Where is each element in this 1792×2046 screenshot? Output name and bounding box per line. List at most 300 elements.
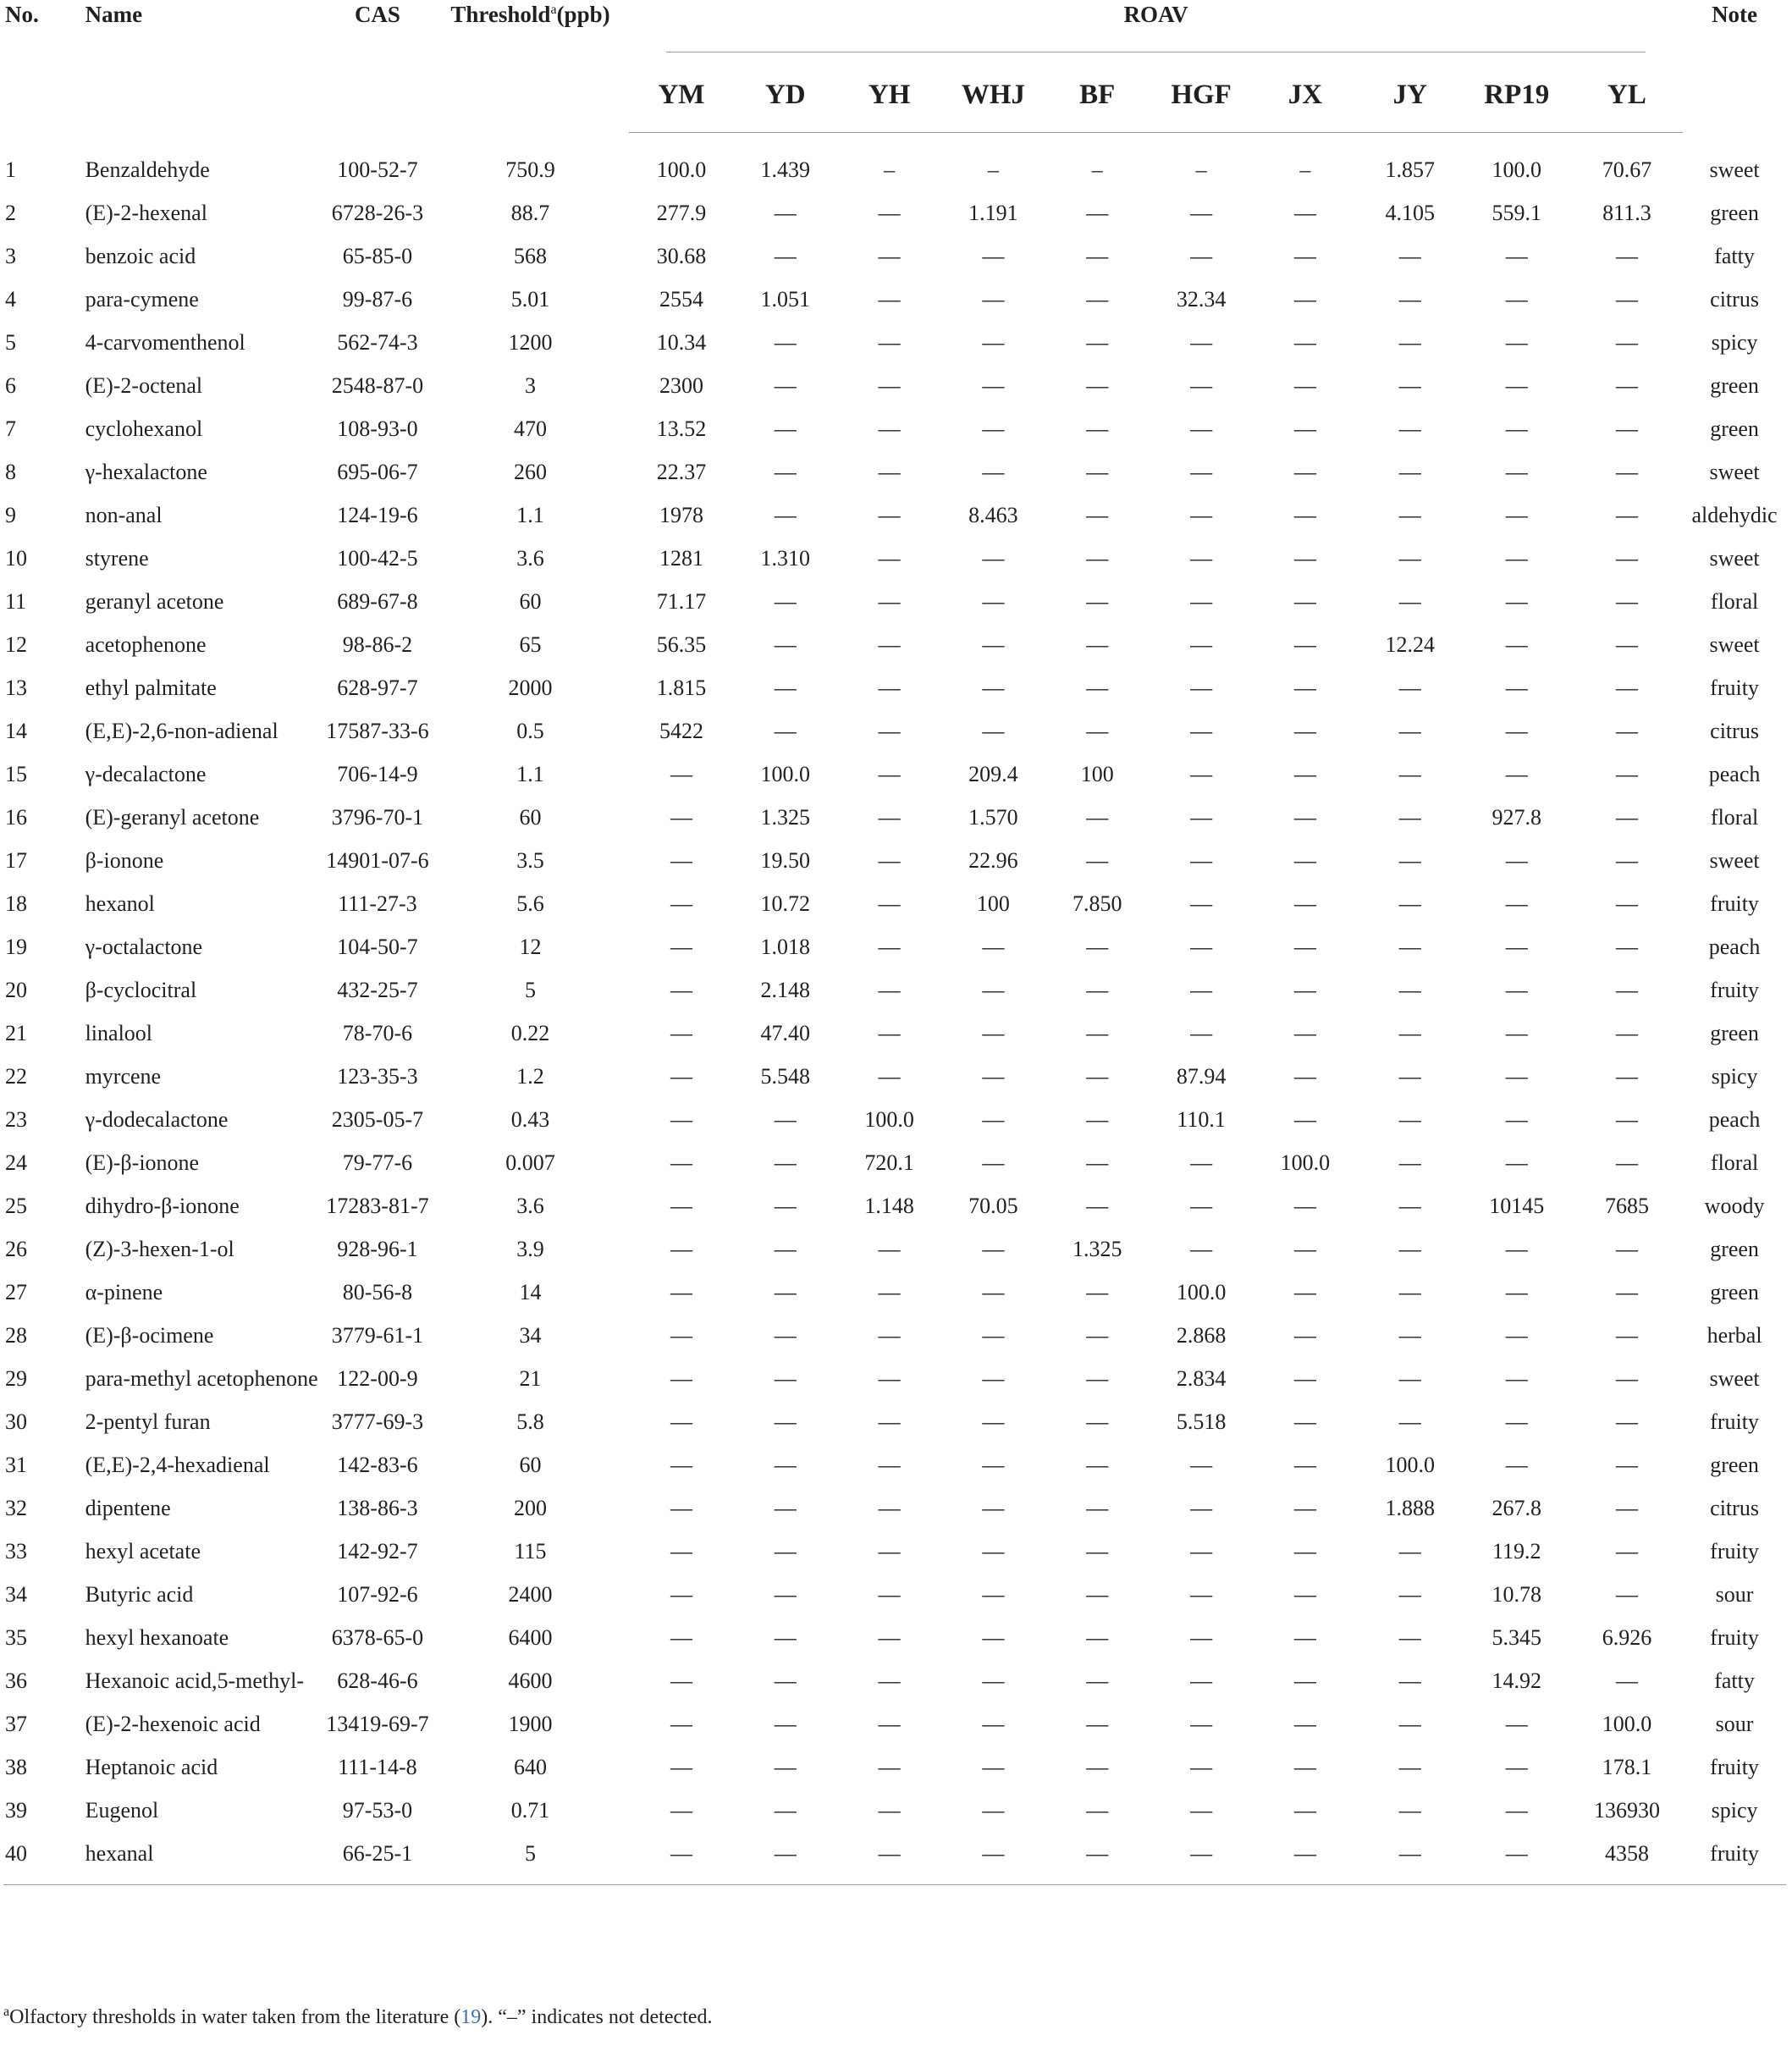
table-row [3, 1352, 1786, 1395]
cell-name: Heptanoic acid [85, 1755, 218, 1779]
cell-threshold: 640 [514, 1755, 547, 1779]
cell-roav-jy: — [1398, 589, 1421, 614]
cell-cas: 628-46-6 [337, 1668, 418, 1693]
cell-roav-hgf: — [1190, 1496, 1213, 1520]
cell-name: (Z)-3-hexen-1-ol [85, 1237, 234, 1261]
cell-name: benzoic acid [85, 244, 196, 268]
cell-roav-yd: — [774, 1107, 797, 1132]
cell-roav-yl: — [1615, 416, 1638, 441]
cell-roav-bf: — [1086, 719, 1109, 743]
cell-name: hexyl hexanoate [85, 1625, 229, 1650]
cell-roav-jx: — [1293, 1712, 1316, 1736]
cell-note: floral [1710, 1150, 1759, 1175]
table-row [3, 1481, 1786, 1525]
header-sample-jx: JX [1253, 52, 1358, 133]
cell-threshold: 568 [514, 244, 547, 268]
cell-cas: 80-56-8 [342, 1280, 413, 1304]
cell-roav-ym: — [670, 1625, 692, 1650]
cell-roav-yd: — [774, 1323, 797, 1348]
cell-roav-jy: — [1398, 1712, 1421, 1736]
cell-roav-yl: — [1615, 1453, 1638, 1477]
table-row [3, 747, 1786, 791]
cell-roav-bf: — [1086, 1712, 1109, 1736]
cell-no: 1 [5, 157, 16, 182]
cell-roav-yd: 1.051 [760, 287, 811, 312]
cell-roav-rp19: 119.2 [1491, 1539, 1541, 1563]
cell-threshold: 3.5 [516, 848, 544, 873]
cell-roav-bf: — [1086, 978, 1109, 1002]
cell-no: 38 [5, 1755, 27, 1779]
cell-roav-jy: — [1398, 719, 1421, 743]
cell-roav-rp19: — [1505, 1280, 1528, 1304]
cell-roav-jy: — [1398, 1280, 1421, 1304]
cell-note: green [1710, 1021, 1759, 1045]
cell-cas: 3777-69-3 [331, 1409, 424, 1434]
cell-no: 33 [5, 1539, 27, 1563]
cell-roav-yl: — [1615, 330, 1638, 355]
cell-roav-yh: — [878, 244, 901, 268]
cell-note: aldehydic [1691, 503, 1778, 527]
cell-cas: 98-86-2 [342, 632, 413, 657]
cell-roav-hgf: 87.94 [1176, 1064, 1227, 1089]
cell-name: linalool [85, 1021, 153, 1045]
table-row [3, 273, 1786, 316]
cell-note: sweet [1709, 848, 1760, 873]
cell-name: dihydro-β-ionone [85, 1194, 240, 1218]
cell-roav-yh: — [878, 1625, 901, 1650]
cell-roav-yd: 1.439 [760, 157, 811, 182]
cell-cas: 104-50-7 [337, 935, 418, 959]
cell-threshold: 260 [514, 460, 547, 484]
cell-no: 36 [5, 1668, 27, 1693]
cell-roav-whj: — [982, 1237, 1005, 1261]
cell-no: 27 [5, 1280, 27, 1304]
cell-roav-ym: — [670, 1194, 692, 1218]
cell-roav-jx: — [1293, 1625, 1316, 1650]
cell-threshold: 5.6 [516, 891, 544, 916]
cell-roav-yl: — [1615, 1280, 1638, 1304]
cell-roav-jy: — [1398, 416, 1421, 441]
cell-roav-yl: 70.67 [1602, 157, 1652, 182]
cell-cas: 928-96-1 [337, 1237, 418, 1261]
cell-roav-jy: — [1398, 1668, 1421, 1693]
cell-roav-yd: — [774, 1539, 797, 1563]
cell-name: α-pinene [85, 1280, 163, 1304]
cell-name: 4-carvomenthenol [85, 330, 245, 355]
cell-roav-jx: — [1293, 632, 1316, 657]
cell-roav-yh: — [878, 978, 901, 1002]
cell-roav-yl: — [1615, 719, 1638, 743]
cell-no: 25 [5, 1194, 27, 1218]
cell-roav-whj: 100 [976, 891, 1010, 916]
table-row [3, 1395, 1786, 1438]
cell-roav-jx: — [1293, 1107, 1316, 1132]
cell-roav-jx: — [1293, 1409, 1316, 1434]
cell-roav-yh: — [878, 1755, 901, 1779]
cell-note: fruity [1710, 1625, 1759, 1650]
cell-roav-bf: 7.850 [1072, 891, 1122, 916]
cell-name: (E)-β-ionone [85, 1150, 200, 1175]
cell-roav-yd: 2.148 [760, 978, 811, 1002]
cell-roav-rp19: — [1505, 935, 1528, 959]
cell-cas: 13419-69-7 [326, 1712, 429, 1736]
cell-name: geranyl acetone [85, 589, 224, 614]
cell-roav-yh: — [878, 373, 901, 398]
cell-roav-yd: — [774, 1237, 797, 1261]
cell-cas: 3796-70-1 [331, 805, 424, 830]
cell-roav-yd: — [774, 330, 797, 355]
cell-roav-bf: — [1086, 1150, 1109, 1175]
cell-no: 7 [5, 416, 16, 441]
cell-roav-yd: — [774, 1496, 797, 1520]
cell-roav-jy: — [1398, 762, 1421, 786]
cell-roav-rp19: — [1505, 330, 1528, 355]
cell-roav-whj: 8.463 [968, 503, 1018, 527]
cell-roav-rp19: — [1505, 1064, 1528, 1089]
cell-roav-jx: — [1293, 244, 1316, 268]
cell-no: 30 [5, 1409, 27, 1434]
cell-roav-yh: — [878, 287, 901, 312]
cell-roav-jx: — [1293, 848, 1316, 873]
table-row [3, 963, 1786, 1006]
cell-name: Butyric acid [85, 1582, 194, 1607]
cell-note: sweet [1709, 157, 1760, 182]
header-roav: ROAV [629, 0, 1683, 52]
cell-roav-yh: — [878, 546, 901, 571]
cell-name: hexanal [85, 1827, 323, 1885]
cell-roav-jy: — [1398, 935, 1421, 959]
cell-roav-hgf: — [1190, 1668, 1213, 1693]
cell-roav-bf: — [1086, 935, 1109, 959]
cell-roav-hgf: — [1190, 330, 1213, 355]
cell-roav-jx: — [1293, 546, 1316, 571]
cell-roav-jx: – [1299, 157, 1311, 182]
cell-roav-jx: — [1293, 1237, 1316, 1261]
cell-note: fruity [1683, 1827, 1786, 1885]
cell-roav-bf: — [1086, 503, 1109, 527]
cell-roav-yl: — [1615, 935, 1638, 959]
cell-roav-yd: — [774, 244, 797, 268]
cell-roav-jx: — [1293, 1668, 1316, 1693]
cell-roav-jx: — [1293, 1496, 1316, 1520]
cell-roav-hgf: — [1190, 1755, 1213, 1779]
cell-note: sour [1715, 1712, 1754, 1736]
cell-roav-rp19: — [1505, 1798, 1528, 1823]
cell-name: hexanol [85, 891, 155, 916]
cell-roav-yd: 47.40 [760, 1021, 811, 1045]
cell-name: γ-octalactone [85, 935, 203, 959]
cell-note: spicy [1711, 1064, 1758, 1089]
cell-roav-rp19: — [1505, 1366, 1528, 1391]
cell-roav-yl: 7685 [1604, 1194, 1649, 1218]
cell-cas: 100-52-7 [337, 157, 418, 182]
cell-roav-yd: — [774, 1798, 797, 1823]
cell-cas: 14901-07-6 [326, 848, 429, 873]
cell-roav-whj: — [982, 1798, 1005, 1823]
cell-note: green [1710, 1237, 1759, 1261]
cell-roav-jx: — [1293, 330, 1316, 355]
cell-roav-whj: 22.96 [968, 848, 1018, 873]
cell-roav-yl: 811.3 [1602, 201, 1651, 225]
cell-threshold: 14 [519, 1280, 542, 1304]
cell-note: fruity [1710, 1755, 1759, 1779]
cell-roav-hgf: — [1190, 848, 1213, 873]
cell-roav-jy: 1.857 [1385, 157, 1436, 182]
cell-roav-whj: 1.570 [968, 805, 1018, 830]
cell-roav-rp19: 10.78 [1491, 1582, 1541, 1607]
cell-roav-jx: — [1293, 935, 1316, 959]
cell-roav-whj: — [982, 546, 1005, 571]
cell-name: (E)-2-hexenoic acid [85, 1712, 261, 1736]
cell-no: 28 [5, 1323, 27, 1348]
cell-roav-jy: — [1398, 1625, 1421, 1650]
cell-roav-yl: 178.1 [1602, 1755, 1652, 1779]
cell-roav-yd: — [774, 1582, 797, 1607]
cell-note: green [1710, 201, 1759, 225]
cell-roav-jx: — [1293, 1194, 1316, 1218]
table-row [3, 1093, 1786, 1136]
cell-roav-whj: — [982, 1712, 1005, 1736]
cell-roav-jx: — [1293, 287, 1316, 312]
threshold-footnote-marker: a [550, 3, 557, 17]
cell-roav-jx: — [1293, 1366, 1316, 1391]
cell-cas: 111-27-3 [338, 891, 417, 916]
cell-roav-ym: — [670, 1539, 692, 1563]
cell-roav-rp19: 5.345 [1491, 1625, 1541, 1650]
cell-roav-yl: — [1615, 1582, 1638, 1607]
cell-roav-yd: — [774, 1668, 797, 1693]
cell-threshold: 1.1 [516, 762, 544, 786]
cell-note: floral [1710, 589, 1759, 614]
cell-roav-bf: — [1086, 1021, 1109, 1045]
cell-roav-rp19: — [1505, 1755, 1528, 1779]
cell-roav-yd: — [774, 1150, 797, 1175]
cell-roav-bf: — [1086, 1453, 1109, 1477]
table-row [3, 133, 1786, 187]
cell-roav-yd: 1.310 [760, 546, 811, 571]
cell-cas: 17283-81-7 [326, 1194, 429, 1218]
cell-roav-jx: — [1293, 1582, 1316, 1607]
cell-roav-yl: — [1615, 503, 1638, 527]
cell-roav-rp19: — [1505, 1323, 1528, 1348]
cell-roav-ym: — [670, 1280, 692, 1304]
cell-name: cyclohexanol [85, 416, 203, 441]
cell-roav-yl: — [1615, 1150, 1638, 1175]
cell-threshold: 5.8 [516, 1409, 544, 1434]
cell-roav-yd: 5.548 [760, 1064, 811, 1089]
cell-roav-ym: 1978 [659, 503, 703, 527]
cell-threshold: 470 [514, 416, 547, 441]
cell-threshold: 0.5 [516, 719, 544, 743]
cell-name: para-methyl acetophenone [85, 1366, 318, 1391]
cell-roav-jy: — [1398, 1798, 1421, 1823]
cell-roav-bf: — [1086, 676, 1109, 700]
cell-roav-yd: — [774, 503, 797, 527]
cell-no: 9 [5, 503, 16, 527]
cell-roav-ym: — [670, 978, 692, 1002]
cell-roav-whj: — [982, 1582, 1005, 1607]
cell-roav-hgf: 110.1 [1177, 1107, 1226, 1132]
cell-roav-hgf: — [1190, 978, 1213, 1002]
cell-roav-jy: 1.888 [1385, 1496, 1436, 1520]
cell-threshold: 34 [519, 1323, 542, 1348]
cell-roav-hgf: — [1190, 503, 1213, 527]
cell-note: peach [1708, 1107, 1761, 1132]
cell-roav-jy: — [1398, 1194, 1421, 1218]
cell-roav-ym: 1.815 [656, 676, 707, 700]
cell-roav-jx: — [1293, 978, 1316, 1002]
cell-roav-yl: 4358 [1571, 1827, 1683, 1885]
cell-threshold: 60 [519, 1453, 542, 1477]
cell-no: 31 [5, 1453, 27, 1477]
cell-roav-jx: — [1293, 805, 1316, 830]
cell-roav-bf: — [1086, 1625, 1109, 1650]
cell-name: hexyl acetate [85, 1539, 201, 1563]
cell-threshold: 2400 [508, 1582, 553, 1607]
cell-threshold: 200 [514, 1496, 547, 1520]
cell-roav-bf: — [1086, 244, 1109, 268]
cell-roav-yd: — [734, 1827, 837, 1885]
cell-roav-whj: — [982, 373, 1005, 398]
cell-threshold: 1200 [508, 330, 553, 355]
cell-roav-jx: — [1293, 460, 1316, 484]
cell-note: fruity [1710, 978, 1759, 1002]
cell-roav-jx: — [1293, 1453, 1316, 1477]
cell-roav-yd: — [774, 1194, 797, 1218]
cell-roav-rp19: 559.1 [1491, 201, 1541, 225]
cell-note: woody [1704, 1194, 1765, 1218]
cell-roav-yh: — [878, 201, 901, 225]
cell-roav-rp19: 10145 [1489, 1194, 1545, 1218]
cell-roav-yh: — [878, 330, 901, 355]
table-row [3, 1784, 1786, 1827]
cell-roav-jx: — [1293, 589, 1316, 614]
cell-roav-yh: 1.148 [864, 1194, 914, 1218]
cell-roav-jy: 12.24 [1385, 632, 1436, 657]
cell-roav-jy: — [1358, 1827, 1463, 1885]
cell-roav-yh: — [878, 460, 901, 484]
cell-roav-hgf: — [1190, 676, 1213, 700]
cell-roav-hgf: — [1190, 546, 1213, 571]
cell-note: citrus [1710, 1496, 1759, 1520]
cell-name: (E,E)-2,6-non-adienal [85, 719, 278, 743]
cell-name: (E)-geranyl acetone [85, 805, 260, 830]
cell-roav-yd: — [774, 1453, 797, 1477]
cell-roav-ym: 22.37 [656, 460, 707, 484]
cell-note: citrus [1710, 287, 1759, 312]
cell-name: non-anal [85, 503, 163, 527]
cell-roav-yd: 100.0 [760, 762, 811, 786]
cell-roav-yd: 1.018 [760, 935, 811, 959]
cell-roav-yh: — [878, 891, 901, 916]
cell-roav-rp19: — [1505, 848, 1528, 873]
cell-roav-yl: 100.0 [1602, 1712, 1652, 1736]
cell-roav-jy: — [1398, 1150, 1421, 1175]
cell-roav-yd: — [774, 460, 797, 484]
table-row [3, 1654, 1786, 1697]
cell-roav-rp19: — [1505, 416, 1528, 441]
cell-roav-ym: — [670, 1496, 692, 1520]
cell-roav-whj: — [982, 1150, 1005, 1175]
cell-roav-jy: — [1398, 1021, 1421, 1045]
cell-roav-hgf: – [1195, 157, 1207, 182]
table-row [3, 618, 1786, 661]
cell-roav-whj: — [982, 330, 1005, 355]
cell-cas: 432-25-7 [337, 978, 418, 1002]
cell-roav-hgf: — [1190, 1798, 1213, 1823]
cell-roav-hgf: 32.34 [1176, 287, 1227, 312]
table-body [3, 133, 1786, 1885]
cell-roav-hgf: — [1190, 589, 1213, 614]
cell-threshold: 12 [519, 935, 542, 959]
cell-no: 21 [5, 1021, 27, 1045]
table-row [3, 186, 1786, 229]
cell-roav-rp19: 267.8 [1491, 1496, 1541, 1520]
cell-no: 20 [5, 978, 27, 1002]
cell-roav-whj: — [942, 1827, 1045, 1885]
cell-roav-whj: — [982, 416, 1005, 441]
cell-roav-yl: — [1615, 632, 1638, 657]
cell-roav-jy: — [1398, 546, 1421, 571]
cell-note: fatty [1714, 244, 1755, 268]
cell-roav-jx: 100.0 [1280, 1150, 1331, 1175]
header-sample-yh: YH [837, 52, 942, 133]
cell-roav-rp19: — [1505, 632, 1528, 657]
cell-roav-yh: — [878, 1582, 901, 1607]
cell-roav-yl: — [1615, 978, 1638, 1002]
roav-table [3, 0, 1786, 1885]
cell-roav-ym: 71.17 [656, 589, 707, 614]
cell-roav-yd: — [774, 589, 797, 614]
cell-roav-yd: — [774, 632, 797, 657]
cell-roav-jy: — [1398, 891, 1421, 916]
cell-roav-yd: — [774, 676, 797, 700]
cell-cas: 628-97-7 [337, 676, 418, 700]
cell-name: (E,E)-2,4-hexadienal [85, 1453, 270, 1477]
cell-roav-bf: — [1086, 1539, 1109, 1563]
cell-roav-hgf: — [1190, 1712, 1213, 1736]
cell-roav-whj: — [982, 1064, 1005, 1089]
cell-roav-ym: 2300 [659, 373, 703, 398]
cell-no: 8 [5, 460, 16, 484]
cell-threshold: 2000 [508, 676, 553, 700]
cell-roav-bf: — [1086, 1496, 1109, 1520]
cell-roav-whj: — [982, 1366, 1005, 1391]
cell-roav-whj: – [987, 157, 999, 182]
cell-roav-jx: — [1293, 1755, 1316, 1779]
cell-roav-jy: — [1398, 805, 1421, 830]
cell-name: (E)-2-octenal [85, 373, 203, 398]
cell-roav-jy: — [1398, 676, 1421, 700]
cell-roav-jy: — [1398, 373, 1421, 398]
cell-no: 34 [5, 1582, 27, 1607]
cell-roav-jx: — [1293, 1323, 1316, 1348]
cell-roav-bf: — [1086, 287, 1109, 312]
header-name: Name [85, 2, 143, 27]
table-row [3, 1438, 1786, 1481]
cell-roav-whj: — [982, 1453, 1005, 1477]
cell-roav-jx: — [1293, 503, 1316, 527]
cell-cas: 78-70-6 [342, 1021, 413, 1045]
cell-roav-jx: — [1293, 1064, 1316, 1089]
reference-link[interactable]: 19 [460, 2006, 482, 2028]
cell-roav-whj: — [982, 589, 1005, 614]
cell-roav-jx: — [1293, 1798, 1316, 1823]
cell-cas: 695-06-7 [337, 460, 418, 484]
cell-note: sweet [1709, 460, 1760, 484]
cell-roav-bf: — [1086, 1409, 1109, 1434]
cell-roav-hgf: 5.518 [1176, 1409, 1227, 1434]
